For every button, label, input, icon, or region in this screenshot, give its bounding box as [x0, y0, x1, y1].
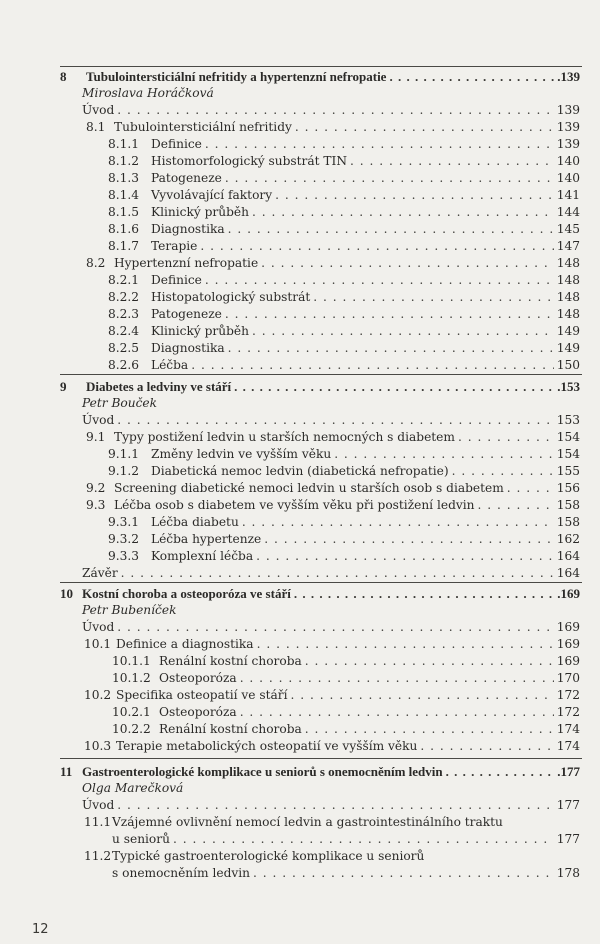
entry-page: 154 — [556, 430, 580, 444]
toc-entry[interactable] — [108, 340, 580, 357]
entry-number: 8.2.5 — [108, 341, 140, 355]
entry-label-continuation: s onemocněním ledvin — [112, 866, 251, 880]
page-number: 12 — [32, 922, 49, 937]
entry-page: 154 — [556, 447, 580, 461]
leader-dots — [420, 738, 553, 755]
entry-number: 9.1 — [86, 430, 106, 444]
leader-dots — [294, 585, 554, 602]
leader-dots — [225, 306, 554, 323]
entry-label: Úvod — [82, 620, 115, 634]
leader-dots — [173, 831, 554, 848]
toc-entry[interactable] — [108, 289, 580, 306]
leader-dots — [507, 480, 554, 497]
leader-dots — [205, 272, 554, 289]
entry-page: 158 — [556, 515, 580, 529]
entry-label: Screening diabetické nemoci ledvin u starších osob s diabetem — [114, 481, 504, 495]
chapter-heading[interactable] — [60, 68, 580, 85]
leader-dots — [240, 704, 554, 721]
leader-dots — [228, 221, 554, 238]
toc-entry[interactable] — [108, 446, 580, 463]
chapter-title: Diabetes a ledviny ve stáří — [86, 379, 232, 394]
entry-number: 8.2.6 — [108, 358, 140, 372]
toc-entry[interactable] — [84, 848, 580, 865]
entry-number: 10.3 — [84, 739, 112, 753]
entry-page: 169 — [556, 637, 580, 651]
chapter-page: .177 — [557, 764, 580, 779]
toc-entry[interactable] — [108, 238, 580, 255]
entry-page: 150 — [556, 358, 580, 372]
leader-dots — [121, 565, 554, 582]
toc-entry[interactable] — [108, 357, 580, 374]
leader-dots — [191, 357, 554, 374]
entry-page: 178 — [556, 866, 580, 880]
entry-page: 156 — [556, 481, 580, 495]
entry-label: Klinický průběh — [151, 205, 249, 219]
entry-label: Diagnostika — [151, 222, 225, 236]
entry-number: 8.1.1 — [108, 137, 140, 151]
toc-entry[interactable] — [86, 119, 580, 136]
toc-entry-continuation[interactable] — [112, 865, 580, 882]
entry-label: Úvod — [82, 413, 115, 427]
entry-page: 148 — [556, 307, 580, 321]
entry-page: 148 — [556, 256, 580, 270]
entry-label: Histopatologický substrát — [151, 290, 311, 304]
entry-page: 141 — [556, 188, 580, 202]
leader-dots — [117, 797, 553, 814]
entry-number: 11.1 — [84, 815, 112, 829]
entry-label: Hypertenzní nefropatie — [114, 256, 259, 270]
toc-entry[interactable] — [86, 255, 580, 272]
entry-number: 10.2 — [84, 688, 112, 702]
toc-entry-continuation[interactable] — [112, 831, 580, 848]
entry-number: 8.2 — [86, 256, 106, 270]
toc-entry[interactable] — [84, 738, 580, 755]
chapter-number: 9 — [60, 379, 67, 394]
entry-page: 140 — [556, 171, 580, 185]
toc-entry[interactable] — [108, 323, 580, 340]
leader-dots — [252, 204, 554, 221]
entry-label: Léčba diabetu — [151, 515, 239, 529]
chapter-8-rule — [60, 66, 582, 67]
toc-entry[interactable] — [108, 221, 580, 238]
leader-dots — [253, 865, 554, 882]
leader-dots — [264, 531, 553, 548]
entry-number: 8.1 — [86, 120, 106, 134]
entry-number: 9.2 — [86, 481, 106, 495]
entry-page: 145 — [556, 222, 580, 236]
toc-entry[interactable] — [84, 687, 580, 704]
toc-entry[interactable] — [112, 670, 580, 687]
chapter-9-rule — [60, 374, 582, 375]
entry-label: Tubulointersticiální nefritidy — [114, 120, 292, 134]
entry-page: 177 — [556, 832, 580, 846]
entry-label: Úvod — [82, 798, 115, 812]
toc-entry[interactable] — [108, 463, 580, 480]
chapter-page: .139 — [557, 69, 580, 84]
entry-number: 8.2.1 — [108, 273, 140, 287]
leader-dots — [200, 238, 553, 255]
entry-label: Terapie metabolických osteopatií ve vyšším věku — [116, 739, 418, 753]
entry-page: 149 — [556, 341, 580, 355]
entry-label: Typy postižení ledvin u starších nemocných s diabetem — [114, 430, 455, 444]
leader-dots — [350, 153, 554, 170]
toc-entry[interactable] — [86, 429, 580, 446]
entry-label: Definice — [151, 137, 202, 151]
toc-entry[interactable] — [108, 514, 580, 531]
entry-number: 8.1.4 — [108, 188, 140, 202]
toc-entry[interactable] — [108, 306, 580, 323]
entry-page: 148 — [556, 290, 580, 304]
leader-dots — [313, 289, 553, 306]
entry-page: 139 — [556, 120, 580, 134]
entry-number: 10.1.1 — [112, 654, 151, 668]
entry-number: 8.1.7 — [108, 239, 140, 253]
leader-dots — [275, 187, 554, 204]
toc-entry[interactable] — [108, 531, 580, 548]
toc-entry[interactable] — [108, 204, 580, 221]
chapter-title: Tubulointersticiální nefritidy a hypertenzní nefropatie — [86, 69, 387, 84]
leader-dots — [252, 323, 554, 340]
entry-label: Léčba — [151, 358, 189, 372]
entry-label: Patogeneze — [151, 171, 222, 185]
entry-number: 9.1.2 — [108, 464, 140, 478]
toc-entry[interactable] — [86, 497, 580, 514]
chapter-heading[interactable] — [60, 378, 580, 395]
entry-label: Renální kostní choroba — [159, 654, 302, 668]
leader-dots — [305, 721, 554, 738]
chapter-page: .169 — [557, 586, 580, 601]
entry-label: Definice — [151, 273, 202, 287]
entry-label: Léčba hypertenze — [151, 532, 262, 546]
entry-label: Změny ledvin ve vyšším věku — [151, 447, 332, 461]
entry-label: Závěr — [82, 566, 118, 580]
leader-dots — [452, 463, 554, 480]
entry-number: 10.2.2 — [112, 722, 151, 736]
toc-entry[interactable] — [82, 412, 580, 429]
toc-entry[interactable] — [86, 480, 580, 497]
entry-label: Komplexní léčba — [151, 549, 254, 563]
entry-label: Diabetická nemoc ledvin (diabetická nefropatie) — [151, 464, 449, 478]
chapter-title: Gastroenterologické komplikace u seniorů s onemocněním ledvin — [82, 764, 443, 779]
toc-entry[interactable] — [108, 153, 580, 170]
leader-dots — [478, 497, 554, 514]
entry-label: Definice a diagnostika — [116, 637, 254, 651]
entry-label-continuation: u seniorů — [112, 832, 170, 846]
entry-number: 9.1.1 — [108, 447, 140, 461]
chapter-heading[interactable] — [60, 585, 580, 602]
entry-page: 174 — [556, 722, 580, 736]
leader-dots — [446, 763, 555, 780]
entry-number: 8.1.5 — [108, 205, 140, 219]
entry-number: 10.1 — [84, 637, 112, 651]
toc-entry[interactable] — [112, 704, 580, 721]
entry-page: 153 — [556, 413, 580, 427]
entry-number: 8.2.2 — [108, 290, 140, 304]
entry-page: 149 — [556, 324, 580, 338]
toc-entry[interactable] — [82, 102, 580, 119]
entry-number: 8.1.2 — [108, 154, 140, 168]
chapter-author: Petr Bubeníček — [82, 603, 177, 617]
entry-page: 158 — [556, 498, 580, 512]
entry-page: 155 — [556, 464, 580, 478]
entry-number: 9.3.3 — [108, 549, 140, 563]
entry-number: 9.3.2 — [108, 532, 140, 546]
entry-number: 8.2.4 — [108, 324, 140, 338]
entry-label: Diagnostika — [151, 341, 225, 355]
entry-page: 147 — [556, 239, 580, 253]
entry-number: 8.2.3 — [108, 307, 140, 321]
entry-page: 177 — [556, 798, 580, 812]
chapter-number: 8 — [60, 69, 67, 84]
entry-label: Histomorfologický substrát TIN — [151, 154, 348, 168]
leader-dots — [117, 102, 553, 119]
leader-dots — [334, 446, 554, 463]
toc-entry[interactable] — [84, 814, 580, 831]
entry-page: 144 — [556, 205, 580, 219]
toc-entry[interactable] — [112, 653, 580, 670]
entry-number: 9.3.1 — [108, 515, 140, 529]
entry-page: 172 — [556, 705, 580, 719]
leader-dots — [291, 687, 554, 704]
entry-number: 10.1.2 — [112, 671, 151, 685]
leader-dots — [117, 619, 553, 636]
entry-label: Renální kostní choroba — [159, 722, 302, 736]
leader-dots — [295, 119, 554, 136]
toc-entry[interactable] — [82, 565, 580, 582]
entry-label: Vyvolávající faktory — [151, 188, 273, 202]
entry-label: Léčba osob s diabetem ve vyšším věku při postižení ledvin — [114, 498, 475, 512]
leader-dots — [256, 548, 554, 565]
entry-label: Osteoporóza — [159, 671, 237, 685]
chapter-author: Olga Marečková — [82, 781, 184, 795]
entry-number: 9.3 — [86, 498, 106, 512]
chapter-number: 11 — [60, 764, 73, 779]
chapter-title: Kostní choroba a osteoporóza ve stáří — [82, 586, 291, 601]
toc-entry[interactable] — [108, 170, 580, 187]
chapter-page: .153 — [557, 379, 580, 394]
leader-dots — [205, 136, 554, 153]
leader-dots — [240, 670, 554, 687]
toc-entry[interactable] — [108, 136, 580, 153]
leader-dots — [458, 429, 554, 446]
leader-dots — [242, 514, 554, 531]
entry-page: 162 — [556, 532, 580, 546]
leader-dots — [389, 68, 554, 85]
leader-dots — [228, 340, 554, 357]
entry-page: 169 — [556, 654, 580, 668]
entry-page: 170 — [556, 671, 580, 685]
entry-number: 11.2 — [84, 849, 112, 863]
entry-page: 169 — [556, 620, 580, 634]
chapter-heading[interactable] — [60, 763, 580, 780]
entry-label: Patogeneze — [151, 307, 222, 321]
leader-dots — [257, 636, 554, 653]
entry-page: 139 — [556, 137, 580, 151]
chapter-author: Miroslava Horáčková — [82, 86, 214, 100]
entry-page: 172 — [556, 688, 580, 702]
leader-dots — [234, 378, 554, 395]
chapter-10-rule — [60, 582, 582, 583]
entry-label: Typické gastroenterologické komplikace u seniorů — [112, 849, 425, 863]
entry-label: Vzájemné ovlivnění nemocí ledvin a gastrointestinálního traktu — [112, 815, 503, 829]
entry-page: 140 — [556, 154, 580, 168]
entry-page: 164 — [556, 566, 580, 580]
toc-entry[interactable] — [82, 797, 580, 814]
leader-dots — [225, 170, 554, 187]
entry-label: Klinický průběh — [151, 324, 249, 338]
entry-page: 164 — [556, 549, 580, 563]
entry-page: 148 — [556, 273, 580, 287]
entry-page: 174 — [556, 739, 580, 753]
leader-dots — [117, 412, 553, 429]
leader-dots — [305, 653, 554, 670]
leader-dots — [261, 255, 554, 272]
toc-entry[interactable] — [108, 548, 580, 565]
entry-label: Specifika osteopatií ve stáří — [116, 688, 288, 702]
toc-entry[interactable] — [112, 721, 580, 738]
entry-number: 8.1.6 — [108, 222, 140, 236]
chapter-number: 10 — [60, 586, 73, 601]
toc-entry[interactable] — [82, 619, 580, 636]
entry-label: Terapie — [151, 239, 198, 253]
chapter-author: Petr Bouček — [82, 396, 158, 410]
toc-entry[interactable] — [108, 272, 580, 289]
toc-entry[interactable] — [108, 187, 580, 204]
chapter-11-rule — [60, 758, 582, 759]
entry-page: 139 — [556, 103, 580, 117]
toc-entry[interactable] — [84, 636, 580, 653]
entry-number: 8.1.3 — [108, 171, 140, 185]
entry-label: Osteoporóza — [159, 705, 237, 719]
entry-number: 10.2.1 — [112, 705, 151, 719]
entry-label: Úvod — [82, 103, 115, 117]
